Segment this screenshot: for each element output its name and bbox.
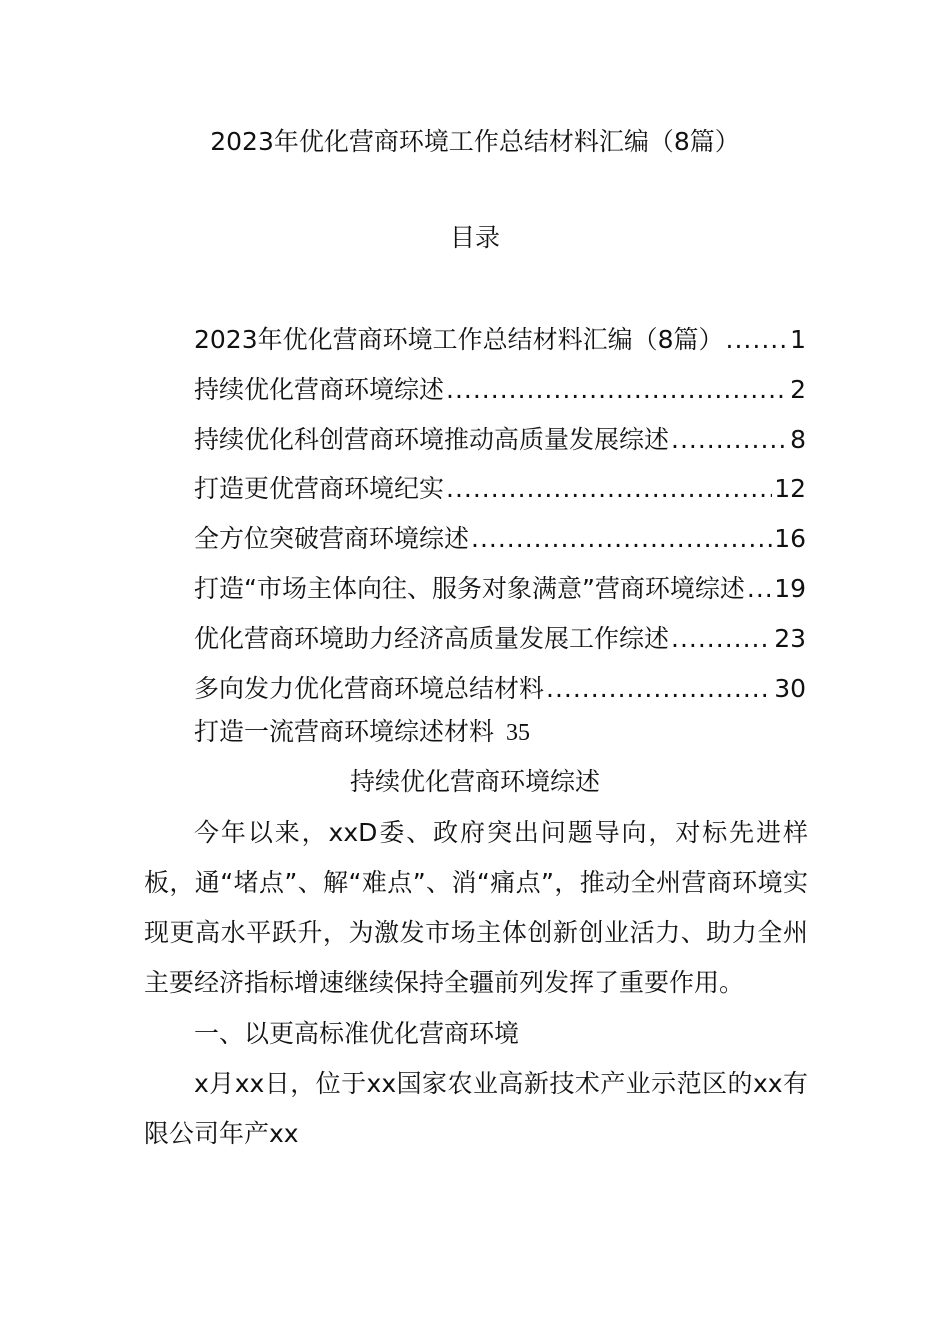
toc-entry-label: 持续优化科创营商环境推动高质量发展综述 [194,424,670,454]
toc-entry[interactable] [194,619,806,669]
toc-entry-label: 优化营商环境助力经济高质量发展工作综述 [194,623,670,653]
toc-leader-dots [471,519,772,559]
toc-entry[interactable] [194,519,806,569]
toc-entry[interactable] [194,420,806,470]
toc-entry-page: 8 [790,424,806,454]
toc-entry-label: 2023年优化营商环境工作总结材料汇编（8篇） [194,325,724,354]
toc-entry-page: 23 [774,623,806,653]
body-paragraph: 今年以来，xxD委、政府突出问题导向，对标先进样板，通“堵点”、解“难点”、消“痛点”，推动全州营商环境实现更高水平跃升，为激发市场主体创新创业活力、助力全州主要经济指标增速继续保持全疆前列发挥了重要作用。 [144,818,808,997]
body-paragraph: x月xx日，位于xx国家农业高新技术产业示范区的xx有限公司年产xx [144,1069,808,1148]
toc-leader-dots [546,669,772,709]
toc-heading: 目录 [449,223,500,252]
toc-entry[interactable] [194,669,806,719]
section-title: 持续优化营商环境综述 [349,767,600,796]
toc-entry-page: 30 [774,673,806,703]
toc-leader-dots [446,370,788,410]
toc-entry-page: 2 [790,374,806,404]
toc-leader-dots [671,619,772,659]
toc-entry-page: 1 [790,325,806,354]
toc-entry[interactable] [194,320,806,370]
toc-entry[interactable] [194,569,806,619]
toc-entry-page: 16 [774,524,806,554]
toc-entry-label: 持续优化营商环境综述 [194,374,445,404]
toc-leader-dots [747,569,772,609]
toc-entry-last[interactable] [194,712,530,753]
toc-entry-page: 19 [774,573,806,603]
toc-entry-label: 全方位突破营商环境综述 [194,524,470,554]
toc-leader-dots [726,320,789,360]
toc-leader-dots [446,469,772,509]
section-heading: 一、以更高标准优化营商环境 [194,1019,520,1048]
document-title: 2023年优化营商环境工作总结材料汇编（8篇） [210,127,740,156]
table-of-contents [194,320,806,718]
toc-entry[interactable] [194,469,806,519]
toc-entry-page: 12 [774,474,806,504]
toc-entry-label: 打造一流营商环境综述材料 [194,717,495,746]
toc-entry-page: 35 [506,720,531,746]
toc-leader-dots [671,420,788,460]
toc-entry[interactable] [194,370,806,420]
toc-entry-label: 打造更优营商环境纪实 [194,474,445,504]
toc-entry-label: 打造“市场主体向往、服务对象满意”营商环境综述 [194,573,745,603]
toc-entry-label: 多向发力优化营商环境总结材料 [194,673,545,703]
